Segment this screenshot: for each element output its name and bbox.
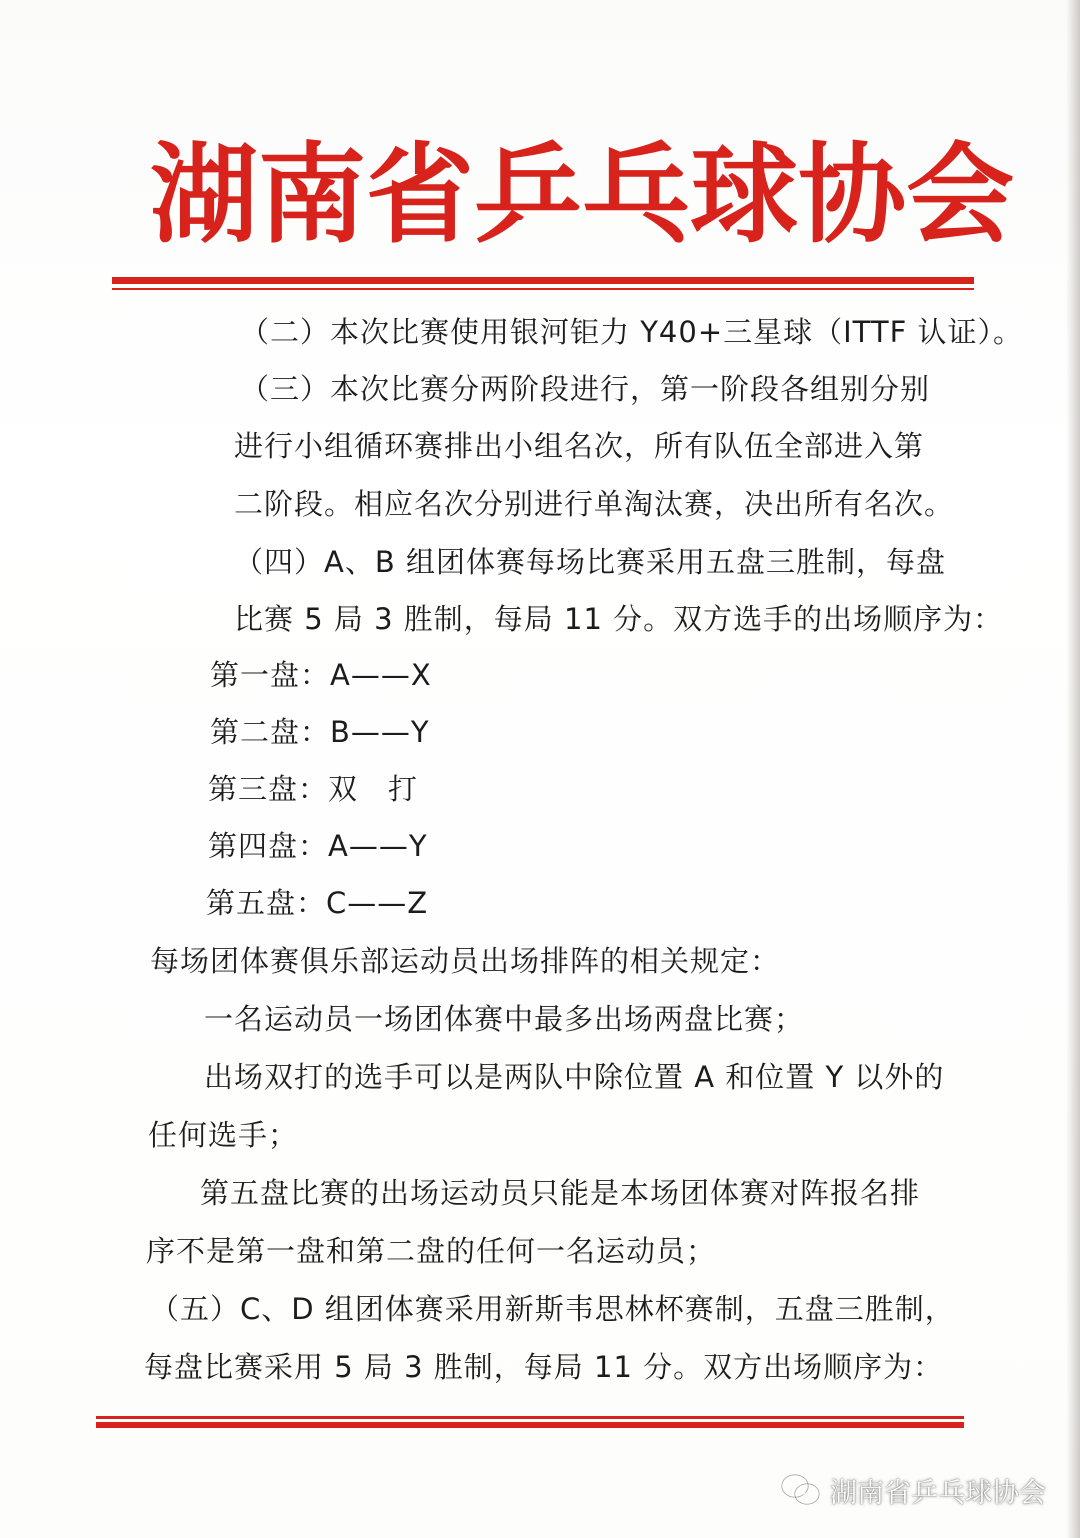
letterhead-char: 球 xyxy=(690,132,799,258)
body-line: 每盘比赛采用 5 局 3 胜制，每局 11 分。双方出场顺序为： xyxy=(144,1350,944,1384)
body-line: （三）本次比赛分两阶段进行，第一阶段各组别分别 xyxy=(240,372,931,406)
watermark xyxy=(780,1470,1046,1510)
wechat-icon xyxy=(780,1473,822,1507)
body-line: 出场双打的选手可以是两队中除位置 A 和位置 Y 以外的 xyxy=(204,1060,945,1094)
body-line: 序不是第一盘和第二盘的任何一名运动员； xyxy=(146,1234,717,1268)
match-order-line: 第一盘：A——X xyxy=(210,658,432,692)
watermark-text: 湖南省乒乓球协会 xyxy=(830,1477,1046,1509)
letterhead-char: 乓 xyxy=(582,132,691,258)
match-order-line: 第四盘：A——Y xyxy=(208,829,428,863)
page-edge-shadow xyxy=(1066,0,1080,1538)
header-red-rule-thick xyxy=(112,277,974,284)
body-line: 第五盘比赛的出场运动员只能是本场团体赛对阵报名排 xyxy=(200,1176,921,1210)
body-line: 每场团体赛俱乐部运动员出场排阵的相关规定： xyxy=(150,944,781,978)
body-line: （五）C、D 组团体赛采用新斯韦思林杯赛制，五盘三胜制， xyxy=(150,1292,955,1326)
body-line: 进行小组循环赛排出小组名次，所有队伍全部进入第 xyxy=(234,429,925,463)
body-line: 任何选手； xyxy=(148,1118,299,1152)
letterhead-title xyxy=(150,120,1015,270)
match-order-line: 第五盘：C——Z xyxy=(206,886,429,920)
letterhead-char: 协 xyxy=(798,132,907,258)
match-order-line: 第二盘：B——Y xyxy=(210,715,430,749)
body-line: （四）A、B 组团体赛每场比赛采用五盘三胜制，每盘 xyxy=(234,545,946,579)
letterhead-char: 会 xyxy=(906,132,1015,258)
body-line: 一名运动员一场团体赛中最多出场两盘比赛； xyxy=(204,1002,805,1036)
letterhead-char: 乒 xyxy=(474,132,583,258)
body-line: 二阶段。相应名次分别进行单淘汰赛，决出所有名次。 xyxy=(234,487,955,521)
letterhead-char: 南 xyxy=(258,132,367,258)
body-line: （二）本次比赛使用银河钜力 Y40+三星球（ITTF 认证）。 xyxy=(240,315,1024,349)
match-order-line: 第三盘：双 打 xyxy=(208,772,419,806)
body-line: 比赛 5 局 3 胜制，每局 11 分。双方选手的出场顺序为： xyxy=(234,602,1004,636)
footer-red-rule-thin xyxy=(96,1416,964,1419)
letterhead-char: 省 xyxy=(366,132,475,258)
letterhead-char: 湖 xyxy=(150,132,259,258)
footer-red-rule-thick xyxy=(96,1422,964,1428)
header-red-rule-thin xyxy=(112,288,974,290)
